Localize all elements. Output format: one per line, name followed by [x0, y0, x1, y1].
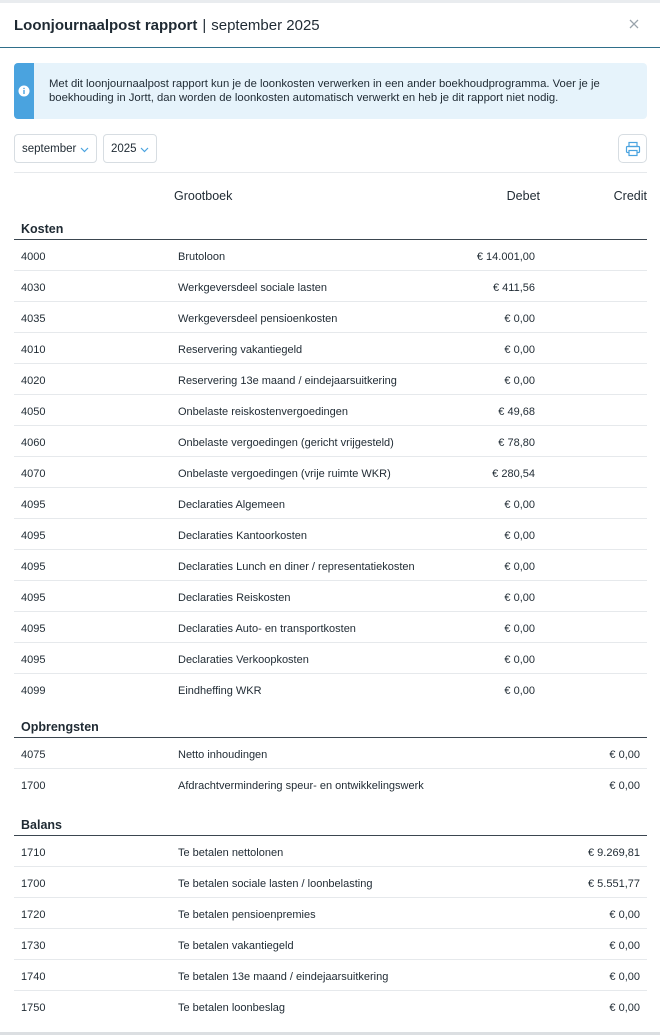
table-row [14, 643, 647, 674]
column-header-grootboek: Grootboek [174, 189, 233, 203]
debet-value: € 0,00 [504, 313, 535, 325]
report-period: september 2025 [211, 16, 320, 34]
credit-value: € 0,00 [609, 749, 640, 761]
account-name: Afdrachtvermindering speur- en ontwikkelingswerk [178, 780, 424, 792]
report-modal [0, 3, 660, 1032]
column-header-debet: Debet [506, 189, 540, 203]
account-code: 4095 [21, 530, 46, 542]
close-icon [626, 16, 642, 32]
info-icon [18, 85, 30, 97]
debet-value: € 78,80 [498, 437, 535, 449]
table-row [14, 612, 647, 643]
credit-value: € 0,00 [609, 940, 640, 952]
info-text: Met dit loonjournaalpost rapport kun je de loonkosten verwerken in een ander boekhoudprogramma. Voer je je boekhouding in Jortt, dan worden de loonkosten automatisch verwerkt en heb je dit rapport niet nodig. [49, 78, 600, 104]
table-row [14, 302, 647, 333]
debet-value: € 14.001,00 [476, 251, 535, 263]
debet-value: € 49,68 [498, 406, 535, 418]
section-balans [14, 816, 647, 1022]
account-name: Te betalen pensioenpremies [178, 909, 316, 921]
section-opbrengsten [14, 718, 647, 800]
table-row [14, 426, 647, 457]
table-row [14, 581, 647, 612]
credit-value: € 5.551,77 [588, 878, 640, 890]
table-row [14, 738, 647, 769]
debet-value: € 0,00 [504, 375, 535, 387]
account-name: Te betalen vakantiegeld [178, 940, 294, 952]
table-row [14, 550, 647, 581]
account-name: Declaraties Reiskosten [178, 592, 291, 604]
year-select[interactable] [103, 134, 157, 163]
chevron-down-icon [140, 145, 149, 154]
account-code: 4030 [21, 282, 46, 294]
debet-value: € 0,00 [504, 654, 535, 666]
account-code: 1700 [21, 780, 46, 792]
account-code: 4075 [21, 749, 46, 761]
section-kosten [14, 220, 647, 705]
table-row [14, 674, 647, 705]
account-code: 4095 [21, 592, 46, 604]
account-code: 4095 [21, 623, 46, 635]
account-name: Onbelaste vergoedingen (vrije ruimte WKR) [178, 468, 391, 480]
account-name: Eindheffing WKR [178, 685, 262, 697]
close-button[interactable] [626, 16, 642, 32]
table-row [14, 457, 647, 488]
account-name: Declaraties Lunch en diner / representatiekosten [178, 561, 415, 573]
account-code: 1750 [21, 1002, 46, 1014]
table-row [14, 769, 647, 800]
section-title: Balans [14, 816, 647, 836]
account-name: Reservering 13e maand / eindejaarsuitkering [178, 375, 397, 387]
table-row [14, 991, 647, 1022]
account-code: 4070 [21, 468, 46, 480]
account-code: 4050 [21, 406, 46, 418]
table-row [14, 519, 647, 550]
debet-value: € 0,00 [504, 530, 535, 542]
account-code: 4099 [21, 685, 46, 697]
account-name: Te betalen loonbeslag [178, 1002, 286, 1014]
section-title: Opbrengsten [14, 718, 647, 738]
credit-value: € 9.269,81 [588, 847, 640, 859]
account-name: Brutoloon [178, 251, 226, 263]
account-code: 4010 [21, 344, 46, 356]
debet-value: € 0,00 [504, 623, 535, 635]
account-name: Onbelaste reiskostenvergoedingen [178, 406, 349, 418]
account-name: Te betalen sociale lasten / loonbelasting [178, 878, 373, 890]
account-name: Netto inhoudingen [178, 749, 268, 761]
account-code: 4035 [21, 313, 46, 325]
account-code: 4000 [21, 251, 46, 263]
account-name: Declaraties Algemeen [178, 499, 286, 511]
table-row [14, 488, 647, 519]
account-code: 4095 [21, 499, 46, 511]
modal-header [0, 3, 660, 48]
account-name: Declaraties Verkoopkosten [178, 654, 309, 666]
account-code: 1730 [21, 940, 46, 952]
table-row [14, 960, 647, 991]
info-accent-bar [14, 63, 34, 119]
table-row [14, 271, 647, 302]
print-button[interactable] [618, 134, 647, 163]
account-name: Reservering vakantiegeld [178, 344, 303, 356]
account-code: 4095 [21, 561, 46, 573]
column-header-credit: Credit [613, 189, 647, 203]
chevron-down-icon [80, 145, 89, 154]
credit-value: € 0,00 [609, 780, 640, 792]
table-row [14, 395, 647, 426]
debet-value: € 0,00 [504, 561, 535, 573]
account-code: 4020 [21, 375, 46, 387]
debet-value: € 0,00 [504, 592, 535, 604]
account-code: 1700 [21, 878, 46, 890]
table-row [14, 364, 647, 395]
account-name: Te betalen nettolonen [178, 847, 284, 859]
account-name: Te betalen 13e maand / eindejaarsuitkering [178, 971, 389, 983]
table-row [14, 836, 647, 867]
debet-value: € 280,54 [492, 468, 535, 480]
filter-bar [14, 134, 647, 163]
debet-value: € 0,00 [504, 499, 535, 511]
account-code: 1720 [21, 909, 46, 921]
modal-title [14, 17, 320, 34]
divider [14, 172, 647, 173]
credit-value: € 0,00 [609, 909, 640, 921]
credit-value: € 0,00 [609, 971, 640, 983]
section-title: Kosten [14, 220, 647, 240]
title-separator: | [202, 16, 207, 34]
table-row [14, 898, 647, 929]
account-name: Declaraties Auto- en transportkosten [178, 623, 356, 635]
month-select[interactable] [14, 134, 97, 163]
table-row [14, 867, 647, 898]
month-select-value: september [22, 142, 77, 155]
account-code: 4060 [21, 437, 46, 449]
account-name: Werkgeversdeel pensioenkosten [178, 313, 338, 325]
account-code: 1740 [21, 971, 46, 983]
info-banner [14, 63, 647, 119]
debet-value: € 0,00 [504, 685, 535, 697]
printer-icon [625, 141, 641, 157]
account-code: 4095 [21, 654, 46, 666]
table-row [14, 333, 647, 364]
report-title: Loonjournaalpost rapport [14, 16, 198, 34]
account-code: 1710 [21, 847, 46, 859]
table-row [14, 929, 647, 960]
account-name: Onbelaste vergoedingen (gericht vrijgesteld) [178, 437, 394, 449]
year-select-value: 2025 [111, 142, 137, 155]
account-name: Werkgeversdeel sociale lasten [178, 282, 327, 294]
account-name: Declaraties Kantoorkosten [178, 530, 308, 542]
credit-value: € 0,00 [609, 1002, 640, 1014]
debet-value: € 0,00 [504, 344, 535, 356]
debet-value: € 411,56 [492, 282, 535, 294]
table-row [14, 240, 647, 271]
